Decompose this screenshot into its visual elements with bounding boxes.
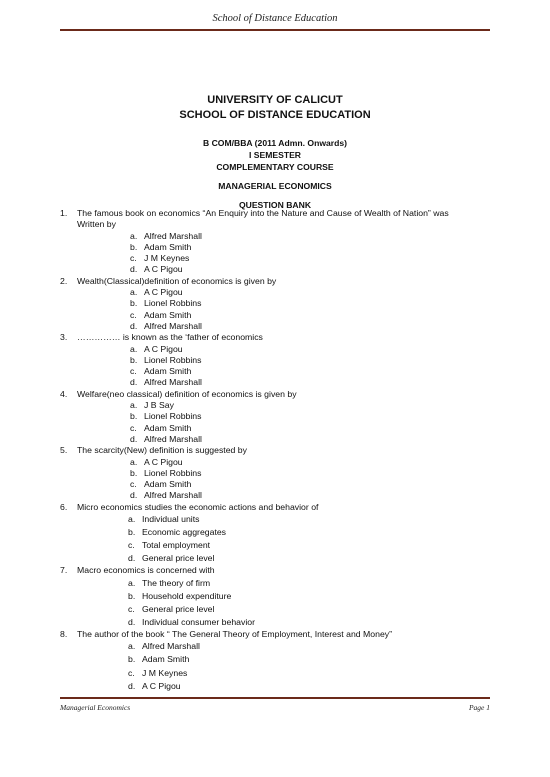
option-list bbox=[60, 400, 490, 445]
option-item bbox=[130, 434, 490, 445]
option-letter: b. bbox=[128, 590, 136, 601]
option-text: General price level bbox=[142, 553, 215, 564]
option-text: Lionel Robbins bbox=[144, 411, 202, 422]
option-text: Alfred Marshall bbox=[144, 490, 202, 501]
option-text: Adam Smith bbox=[144, 422, 192, 433]
option-letter: c. bbox=[128, 667, 135, 678]
question-number: 5. bbox=[60, 445, 68, 456]
question-item bbox=[60, 502, 490, 566]
question-item bbox=[60, 276, 490, 332]
option-item bbox=[130, 377, 490, 388]
option-letter: d. bbox=[130, 264, 138, 275]
option-item bbox=[130, 253, 490, 264]
option-letter: d. bbox=[130, 320, 138, 331]
option-item bbox=[130, 468, 490, 479]
subject-title: MANAGERIAL ECONOMICS bbox=[218, 181, 332, 191]
option-text: Adam Smith bbox=[144, 366, 192, 377]
option-item bbox=[130, 231, 490, 242]
option-text: A C Pigou bbox=[144, 264, 183, 275]
option-text: A C Pigou bbox=[144, 343, 183, 354]
option-letter: d. bbox=[130, 490, 138, 501]
school-title: SCHOOL OF DISTANCE EDUCATION bbox=[179, 109, 371, 121]
option-text: Adam Smith bbox=[144, 479, 192, 490]
question-text: Macro economics is concerned with bbox=[77, 565, 215, 576]
option-item bbox=[130, 400, 490, 411]
option-item bbox=[128, 526, 490, 539]
option-text: Individual units bbox=[142, 514, 200, 525]
option-letter: c. bbox=[128, 603, 135, 614]
option-letter: d. bbox=[128, 553, 136, 564]
option-letter: a. bbox=[130, 230, 138, 241]
option-item bbox=[130, 366, 490, 377]
option-letter: a. bbox=[130, 287, 138, 298]
option-text: J M Keynes bbox=[142, 667, 188, 678]
option-item bbox=[130, 479, 490, 490]
option-text: Lionel Robbins bbox=[144, 467, 202, 478]
option-item bbox=[128, 577, 490, 590]
question-number: 8. bbox=[60, 629, 68, 640]
option-item bbox=[130, 490, 490, 501]
question-text: Micro economics studies the economic actions and behavior of bbox=[77, 501, 319, 512]
question-list bbox=[60, 208, 490, 693]
footer-rule bbox=[60, 697, 490, 699]
option-letter: b. bbox=[130, 467, 138, 478]
option-text: A C Pigou bbox=[142, 680, 181, 691]
running-header: School of Distance Education bbox=[212, 13, 338, 24]
option-item bbox=[130, 321, 490, 332]
option-item bbox=[130, 344, 490, 355]
option-letter: c. bbox=[128, 540, 135, 551]
option-item bbox=[128, 680, 490, 693]
question-item bbox=[60, 629, 490, 693]
option-list bbox=[60, 577, 490, 629]
question-number: 1. bbox=[60, 208, 68, 218]
option-text: General price level bbox=[142, 603, 215, 614]
option-letter: d. bbox=[130, 433, 138, 444]
option-text: Adam Smith bbox=[144, 241, 192, 252]
option-text: Alfred Marshall bbox=[144, 433, 202, 444]
doc-type-title: QUESTION BANK bbox=[238, 200, 312, 210]
option-item bbox=[128, 603, 490, 616]
option-text: A C Pigou bbox=[144, 456, 183, 467]
option-list bbox=[60, 287, 490, 332]
option-item bbox=[130, 298, 490, 309]
option-item bbox=[128, 539, 490, 552]
option-letter: a. bbox=[130, 400, 138, 411]
option-text: Individual consumer behavior bbox=[142, 616, 256, 627]
option-text: Adam Smith bbox=[142, 654, 190, 665]
option-letter: c. bbox=[130, 309, 137, 320]
option-text: Alfred Marshall bbox=[144, 230, 202, 241]
option-letter: b. bbox=[128, 527, 136, 538]
question-item bbox=[60, 445, 490, 501]
question-number: 3. bbox=[60, 332, 68, 343]
option-item bbox=[130, 457, 490, 468]
option-letter: d. bbox=[128, 616, 136, 627]
title-block bbox=[60, 93, 490, 211]
option-text: Alfred Marshall bbox=[144, 320, 202, 331]
option-text: Lionel Robbins bbox=[144, 298, 202, 309]
option-letter: c. bbox=[130, 366, 137, 377]
option-letter: d. bbox=[130, 377, 138, 388]
option-text: Total employment bbox=[142, 540, 211, 551]
option-letter: b. bbox=[130, 411, 138, 422]
course-type-title: COMPLEMENTARY COURSE bbox=[216, 162, 334, 172]
option-letter: b. bbox=[130, 354, 138, 365]
question-number: 2. bbox=[60, 275, 68, 286]
question-text: The scarcity(New) definition is suggested by bbox=[77, 445, 247, 456]
question-text: The author of the book “ The General Theory of Employment, Interest and Money” bbox=[77, 629, 393, 640]
option-letter: c. bbox=[130, 479, 137, 490]
option-text: Alfred Marshall bbox=[142, 641, 200, 652]
option-list bbox=[60, 344, 490, 389]
option-letter: d. bbox=[128, 680, 136, 691]
university-title: UNIVERSITY OF CALICUT bbox=[207, 94, 343, 106]
question-text: The famous book on economics “An Enquiry into the Nature and Cause of Wealth of Nation” was bbox=[77, 208, 449, 218]
option-text: Alfred Marshall bbox=[144, 377, 202, 388]
option-item bbox=[130, 264, 490, 275]
option-text: J M Keynes bbox=[144, 253, 190, 264]
option-text: J B Say bbox=[144, 400, 174, 411]
question-number: 4. bbox=[60, 388, 68, 399]
option-letter: a. bbox=[128, 514, 136, 525]
option-item bbox=[128, 513, 490, 526]
footer-page-number: Page 1 bbox=[468, 703, 490, 712]
option-letter: b. bbox=[130, 298, 138, 309]
question-item bbox=[60, 565, 490, 629]
programme-title: B COM/BBA (2011 Admn. Onwards) bbox=[202, 138, 348, 148]
question-item bbox=[60, 332, 490, 388]
question-text: Wealth(Classical)definition of economics is given by bbox=[77, 275, 277, 286]
option-list bbox=[60, 231, 490, 276]
footer-course-name: Managerial Economics bbox=[60, 703, 131, 712]
option-letter: a. bbox=[128, 641, 136, 652]
option-letter: c. bbox=[130, 422, 137, 433]
option-item bbox=[128, 552, 490, 565]
question-number: 7. bbox=[60, 565, 68, 576]
option-text: Household expenditure bbox=[142, 590, 232, 601]
option-letter: c. bbox=[130, 253, 137, 264]
question-text-continued: Written by bbox=[77, 219, 116, 230]
option-item bbox=[130, 310, 490, 321]
option-letter: a. bbox=[130, 343, 138, 354]
option-item bbox=[130, 355, 490, 366]
option-text: A C Pigou bbox=[144, 287, 183, 298]
question-item bbox=[60, 208, 490, 276]
option-item bbox=[128, 653, 490, 666]
question-item bbox=[60, 389, 490, 445]
page-footer bbox=[60, 703, 490, 712]
option-letter: b. bbox=[130, 241, 138, 252]
option-item bbox=[128, 640, 490, 653]
option-item bbox=[130, 423, 490, 434]
question-text: …………… is known as the ‘father of economics bbox=[77, 332, 263, 343]
option-item bbox=[128, 667, 490, 680]
option-letter: a. bbox=[130, 456, 138, 467]
option-text: Adam Smith bbox=[144, 309, 192, 320]
question-number: 6. bbox=[60, 501, 68, 512]
option-text: Lionel Robbins bbox=[144, 354, 202, 365]
option-item bbox=[130, 287, 490, 298]
option-text: Economic aggregates bbox=[142, 527, 227, 538]
option-letter: a. bbox=[128, 577, 136, 588]
option-item bbox=[128, 616, 490, 629]
question-text: Welfare(neo classical) definition of economics is given by bbox=[77, 388, 297, 399]
semester-title: I SEMESTER bbox=[248, 150, 302, 160]
option-list bbox=[60, 640, 490, 692]
option-list bbox=[60, 457, 490, 502]
option-text: The theory of firm bbox=[142, 577, 211, 588]
option-list bbox=[60, 513, 490, 565]
option-letter: b. bbox=[128, 654, 136, 665]
option-item bbox=[130, 411, 490, 422]
option-item bbox=[128, 590, 490, 603]
header-rule bbox=[60, 29, 490, 31]
option-item bbox=[130, 242, 490, 253]
